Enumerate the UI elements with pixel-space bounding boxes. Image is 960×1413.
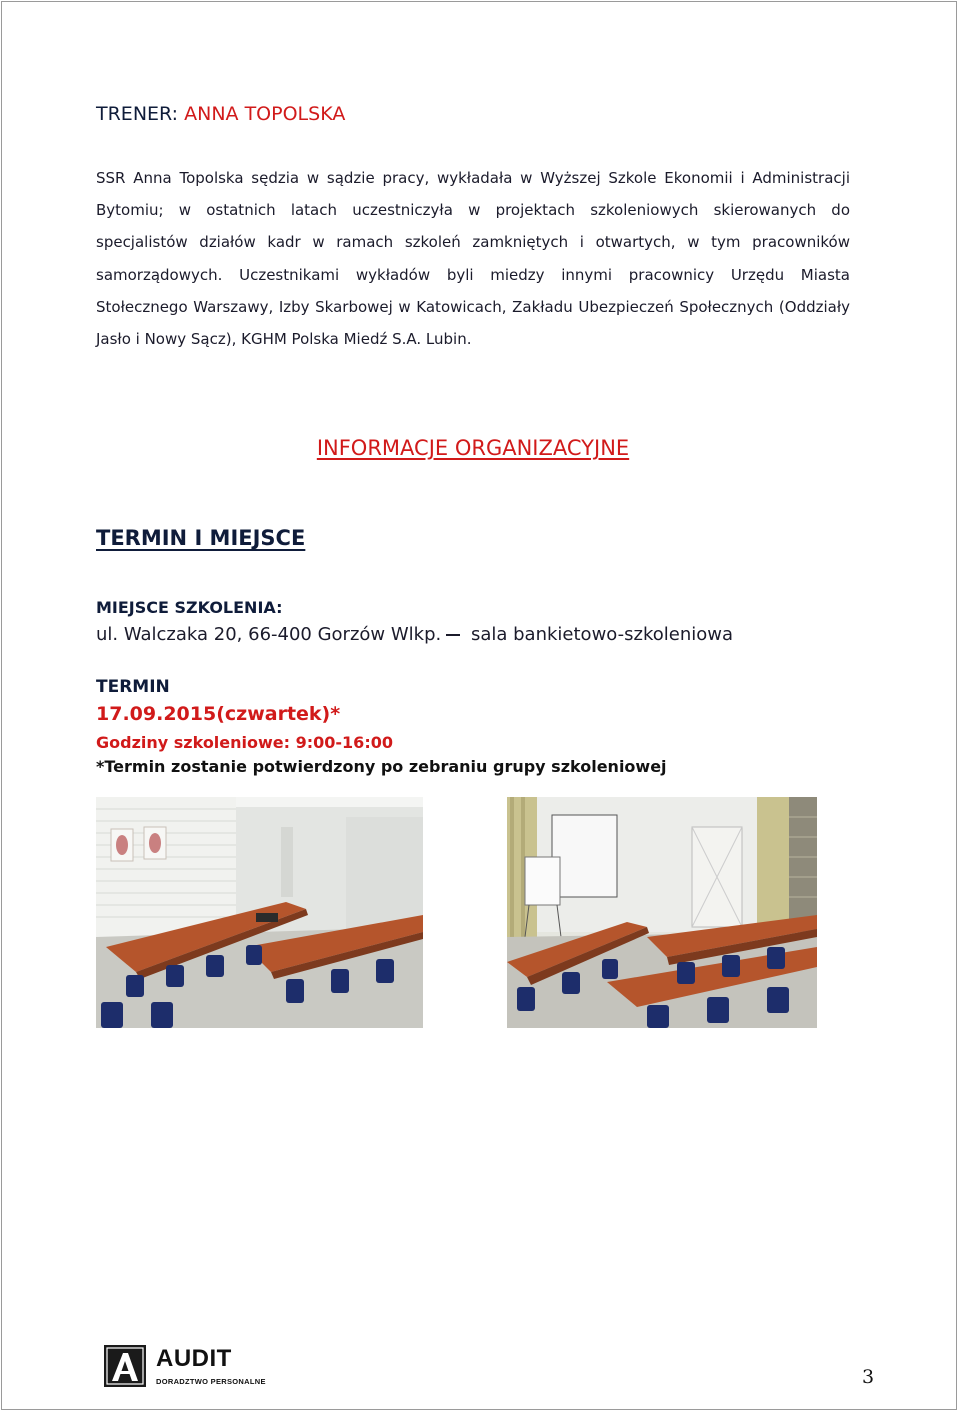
venue-line [96,624,733,645]
section-title: TERMIN I MIEJSCE [96,526,306,550]
info-heading: INFORMACJE ORGANIZACYJNE [316,436,630,460]
schedule-date: 17.09.2015(czwartek)* [96,703,341,725]
venue-address: ul. Walczaka 20, 66-400 Gorzów Wlkp. [96,624,442,645]
audit-logo-mark-icon [104,1345,146,1387]
logo-name: AUDIT [156,1345,232,1372]
venue-room: sala bankietowo-szkoleniowa [470,624,733,645]
page-number: 3 [862,1366,875,1388]
schedule-note: *Termin zostanie potwierdzony po zebraniu grupy szkoleniowej [96,757,667,776]
trainer-name: ANNA TOPOLSKA [184,103,346,125]
training-room-photo-right [507,797,817,1028]
dash-separator [446,634,460,636]
venue-label: MIEJSCE SZKOLENIA: [96,598,283,617]
audit-logo [104,1345,284,1389]
schedule-label: TERMIN [96,677,170,697]
schedule-hours: Godziny szkoleniowe: 9:00-16:00 [96,733,393,752]
training-room-photo-left [96,797,423,1028]
trainer-heading [96,103,345,125]
logo-tagline: DORADZTWO PERSONALNE [156,1377,266,1386]
trainer-label: TRENER: [96,103,179,125]
trainer-bio: SSR Anna Topolska sędzia w sądzie pracy, wykładała w Wyższej Szkole Ekonomii i Administracji Bytomiu; w ostatnich latach uczestniczyła w projektach szkoleniowych skierowanych do specjalistów działów kadr w ramach szkoleń zamkniętych i otwartych, w tym pracowników samorządowych. Uczestnikami wykładów byli miedzy innymi pracownicy Urzędu Miasta Stołecznego Warszawy, Izby Skarbowej w Katowicach, Zakładu Ubezpieczeń Społecznych (Oddziały Jasło i Nowy Sącz), KGHM Polska Miedź S.A. Lubin. [96,169,850,349]
